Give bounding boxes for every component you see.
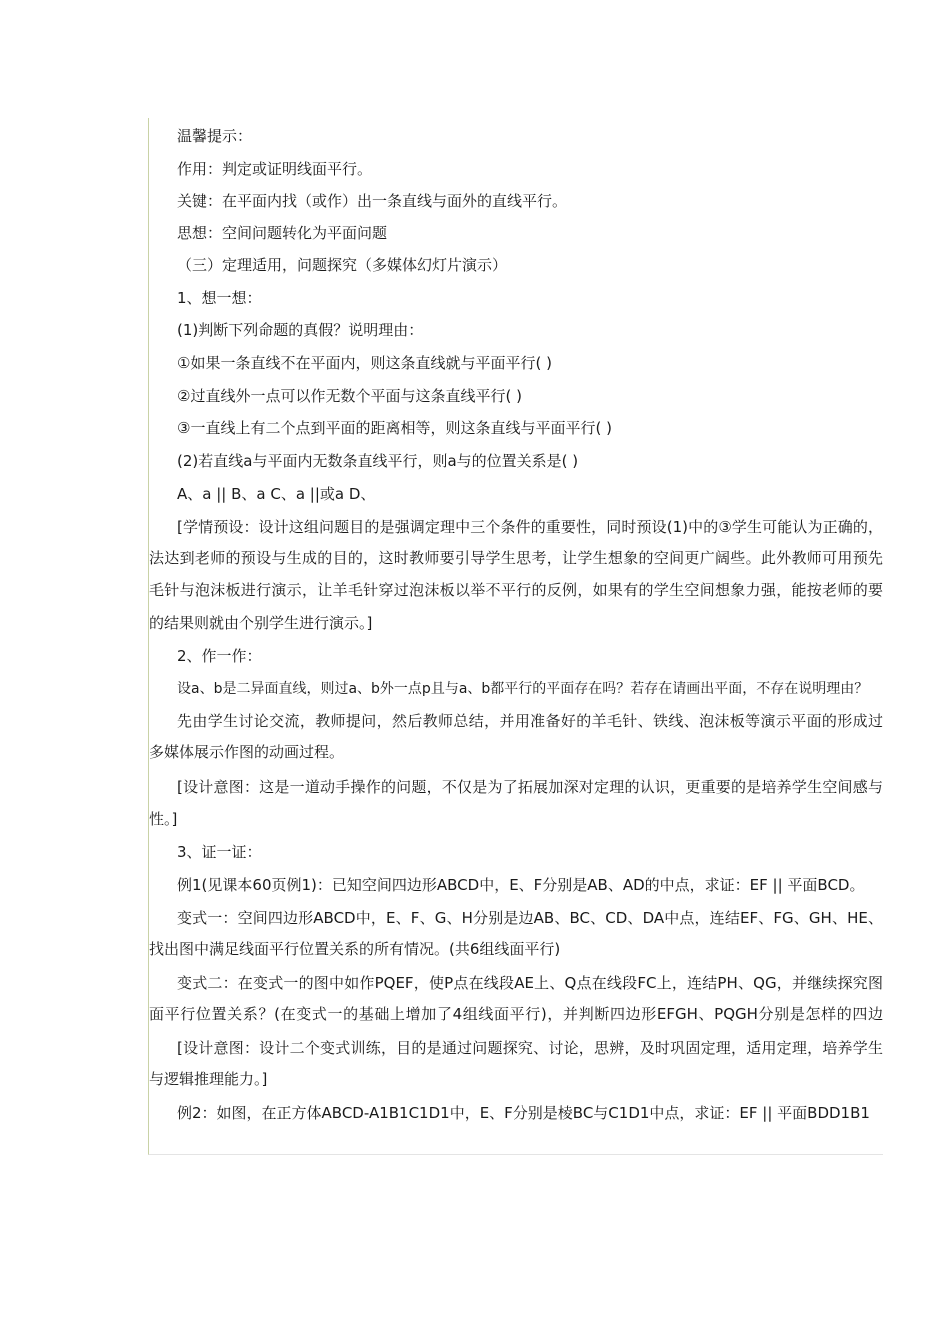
design-intent-1-line-2: 性。] bbox=[149, 810, 178, 828]
question-1: (1)判断下列命题的真假？说明理由： bbox=[177, 321, 424, 339]
task-3-heading: 3、证一证： bbox=[177, 843, 262, 861]
question-2: (2)若直线a与平面内无数条直线平行，则a与的位置关系是( ) bbox=[177, 452, 579, 470]
task-2-process-line-2: 多媒体展示作图的动画过程。 bbox=[149, 743, 345, 761]
section-heading: （三）定理适用，问题探究（多媒体幻灯片演示） bbox=[177, 256, 508, 274]
statement-3: ③一直线上有二个点到平面的距离相等，则这条直线与平面平行( ) bbox=[177, 419, 612, 437]
tip-heading: 温馨提示： bbox=[177, 127, 253, 145]
preset-paragraph-line-3: 毛针与泡沫板进行演示，让羊毛针穿过泡沫板以举不平行的反例，如果有的学生空间想象力强，能按老师的要 bbox=[149, 581, 883, 599]
variant-1-line-2: 找出图中满足线面平行位置关系的所有情况。(共6组线面平行) bbox=[149, 940, 561, 958]
preset-paragraph-line-1: [学情预设：设计这组问题目的是强调定理中三个条件的重要性，同时预设(1)中的③学生可能认为正确的， bbox=[177, 518, 883, 536]
example-2: 例2：如图，在正方体ABCD-A1B1C1D1中，E、F分别是棱BC与C1D1中点，求证：EF || 平面BDD1B1 bbox=[177, 1104, 870, 1122]
design-intent-2-line-1: [设计意图：设计二个变式训练，目的是通过问题探究、讨论，思辨，及时巩固定理，适用定理，培养学生 bbox=[177, 1039, 883, 1057]
statement-2: ②过直线外一点可以作无数个平面与这条直线平行( ) bbox=[177, 387, 522, 405]
task-2-process-line-1: 先由学生讨论交流，教师提问，然后教师总结，并用准备好的羊毛针、铁线、泡沫板等演示平面的形成过 bbox=[177, 712, 883, 730]
tip-key: 关键：在平面内找（或作）出一条直线与面外的直线平行。 bbox=[177, 192, 568, 210]
task-1-heading: 1、想一想： bbox=[177, 289, 262, 307]
tip-idea: 思想：空间问题转化为平面问题 bbox=[177, 224, 388, 242]
variant-2-line-2: 面平行位置关系？(在变式一的基础上增加了4组线面平行)，并判断四边形EFGH、PQGH分别是怎样的四边 bbox=[149, 1005, 883, 1023]
preset-paragraph-line-2: 法达到老师的预设与生成的目的，这时教师要引导学生思考，让学生想象的空间更广阔些。此外教师可用预先 bbox=[149, 549, 883, 567]
variant-1-line-1: 变式一：空间四边形ABCD中，E、F、G、H分别是边AB、BC、CD、DA中点，连结EF、FG、GH、HE、 bbox=[177, 909, 883, 927]
task-2-question: 设a、b是二异面直线，则过a、b外一点p且与a、b都平行的平面存在吗？若存在请画出平面，不存在说明理由？ bbox=[177, 681, 869, 697]
variant-2-line-1: 变式二：在变式一的图中如作PQEF，使P点在线段AE上、Q点在线段FC上，连结PH、QG，并继续探究图 bbox=[177, 974, 883, 992]
question-2-options: A、a || B、a C、a ||或a D、 bbox=[177, 485, 376, 503]
example-1: 例1(见课本60页例1)：已知空间四边形ABCD中，E、F分别是AB、AD的中点，求证：EF || 平面BCD。 bbox=[177, 876, 865, 894]
document-content bbox=[148, 118, 883, 1155]
design-intent-1-line-1: [设计意图：这是一道动手操作的问题，不仅是为了拓展加深对定理的认识，更重要的是培养学生空间感与 bbox=[177, 778, 883, 796]
tip-purpose: 作用：判定或证明线面平行。 bbox=[177, 160, 373, 178]
task-2-heading: 2、作一作： bbox=[177, 647, 262, 665]
design-intent-2-line-2: 与逻辑推理能力。] bbox=[149, 1070, 268, 1088]
preset-paragraph-line-4: 的结果则就由个别学生进行演示。] bbox=[149, 614, 373, 632]
statement-1: ①如果一条直线不在平面内，则这条直线就与平面平行( ) bbox=[177, 354, 552, 372]
